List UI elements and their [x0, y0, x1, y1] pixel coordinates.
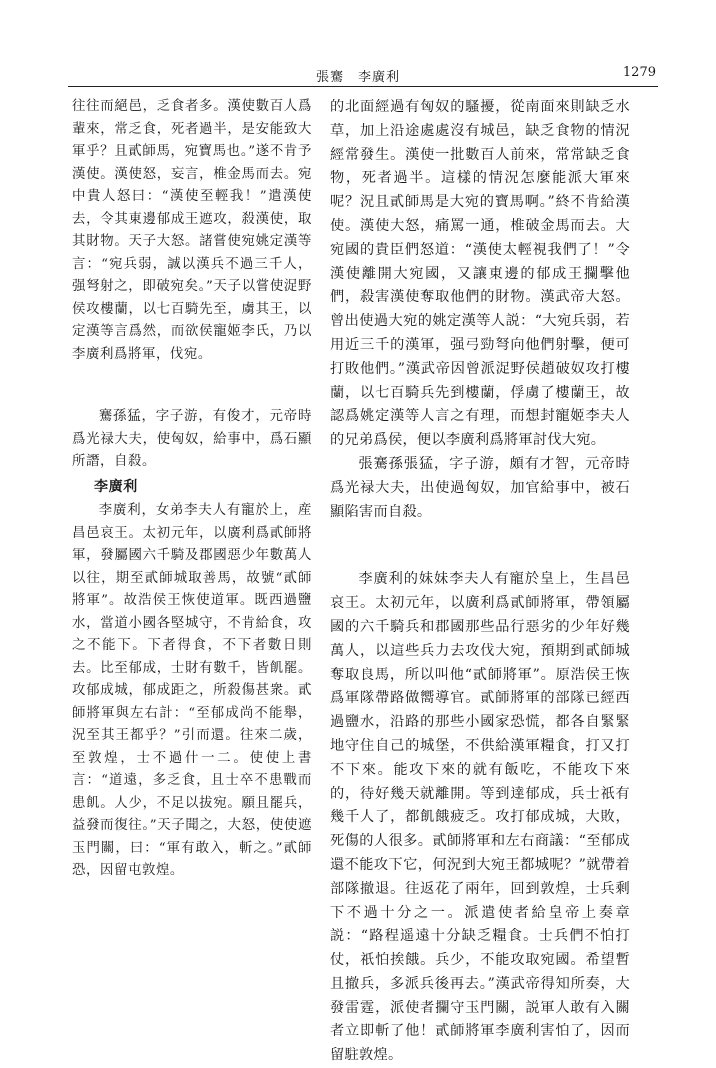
left-paragraph-1: 往往而絕邑，乏食者多。漢使數百人爲輩來，常乏食，死者過半，是安能致大軍乎？且貳師馬，宛寶馬也。”遂不肯予漢使。漢使怒，妄言，椎金馬而去。宛中貴人怒曰：“漢使至輕我！”遣漢使去，令其東邊郁成王遮攻，殺漢使，取其財物。天子大怒。諸嘗使宛姚定漢等言：“宛兵弱，誠以漢兵不過三千人，强弩射之，即破宛矣。”天子以嘗使浞野侯攻樓蘭，以七百騎先至，虜其王，以定漢等言爲然，而欲侯寵姬李氏，乃以李廣利爲將軍，伐宛。: [72, 99, 312, 362]
running-title: 張騫 李廣利: [315, 70, 400, 85]
left-paragraph-2: 騫孫猛，字子游，有俊才，元帝時爲光禄大夫，使匈奴，給事中，爲石顯所譖，自殺。: [72, 409, 312, 469]
page-number: 1279: [622, 65, 656, 80]
right-paragraph-1: 的北面經過有匈奴的騷擾，從南面來則缺乏水草，加上沿途處處沒有城邑，缺乏食物的情況經常發生。漢使一批數百人前來，常常缺乏食物，死者過半。這樣的情況怎麼能派大軍來呢？況且貳師馬是大宛的寶馬啊。”終不肯給漢使。漢使大怒，痛罵一通，椎破金馬而去。大宛國的貴臣們怒道：“漢使太輕視我們了！”令漢使離開大宛國，又讓東邊的郁成王攔擊他們，殺害漢使奪取他們的財物。漢武帝大怒。曾出使過大宛的姚定漢等人説：“大宛兵弱，若用近三千的漢軍，强弓勁弩向他們射擊，便可打敗他們。”漢武帝因曾派浞野侯趙破奴攻打樓蘭，以七百騎兵先到樓蘭，俘虜了樓蘭王，故認爲姚定漢等人言之有理，而想封寵姬李夫人的兄弟爲侯，便以李廣利爲將軍討伐大宛。: [330, 99, 630, 449]
right-paragraph-2: 張騫孫張猛，字子游，頗有才智，元帝時爲光禄大夫，出使過匈奴，加官給事中，被石顯陷害而自殺。: [330, 455, 630, 520]
right-paragraph-3: 李廣利的妹妹李夫人有寵於皇上，生昌邑哀王。太初元年，以廣利爲貳師將軍，帶領屬國的六千騎兵和郡國那些品行惡劣的少年好幾萬人，以這些兵力去攻伐大宛，預期到貳師城奪取良馬，所以叫他“貳師將軍”。原浩侯王恢爲軍隊帶路做嚮導官。貳師將軍的部隊已經西過鹽水，沿路的那些小國家恐慌，都各自緊緊地守住自己的城堡，不供給漢軍糧食，打又打不下來。能攻下來的就有飯吃，不能攻下來的，待好幾天就離開。等到達郁成，兵士祇有幾千人了，都飢餓疲乏。攻打郁成城，大敗，死傷的人很多。貳師將軍和左右商議：“至郁成還不能攻下它，何況到大宛王都城呢？”就帶着部隊撤退。往返花了兩年，回到敦煌，士兵剩下不過十分之一。派遣使者給皇帝上奏章説：“路程遥遠十分缺乏糧食。士兵們不怕打仗，祇怕挨餓。兵少，不能攻取宛國。希望暫且撤兵，多派兵後再去。”漢武帝得知所奏，大發雷霆，派使者攔守玉門關，説軍人敢有入關者立即斬了他！貳師將軍李廣利害怕了，因而留駐敦煌。: [330, 571, 630, 1064]
right-column: [330, 96, 630, 1068]
header-rule: [68, 86, 658, 87]
left-column: [72, 96, 312, 883]
left-paragraph-3: 李廣利，女弟李夫人有寵於上，産昌邑哀王。太初元年，以廣利爲貳師將軍，發屬國六千騎及郡國惡少年數萬人以往，期至貳師城取善馬，故號“貳師將軍”。故浩侯王恢使道軍。既西過鹽水，當道小國各堅城守，不肯給食，攻之不能下。下者得食，不下者數日則去。比至郁成，士財有數千，皆飢罷。攻郁成城，郁成距之，所殺傷甚衆。貳師將軍與左右計：“至郁成尚不能舉，況至其王都乎？”引而還。往來二歲，至敦煌，士不過什一二。使使上書言：“道遠，多乏食，且士卒不患戰而患飢。人少，不足以拔宛。願且罷兵，益發而復往。”天子聞之，大怒，使使遮玉門關，曰：“軍有敢入，斬之。”貳師恐，因留屯敦煌。: [72, 503, 312, 878]
section-heading: 李廣利: [94, 478, 138, 495]
